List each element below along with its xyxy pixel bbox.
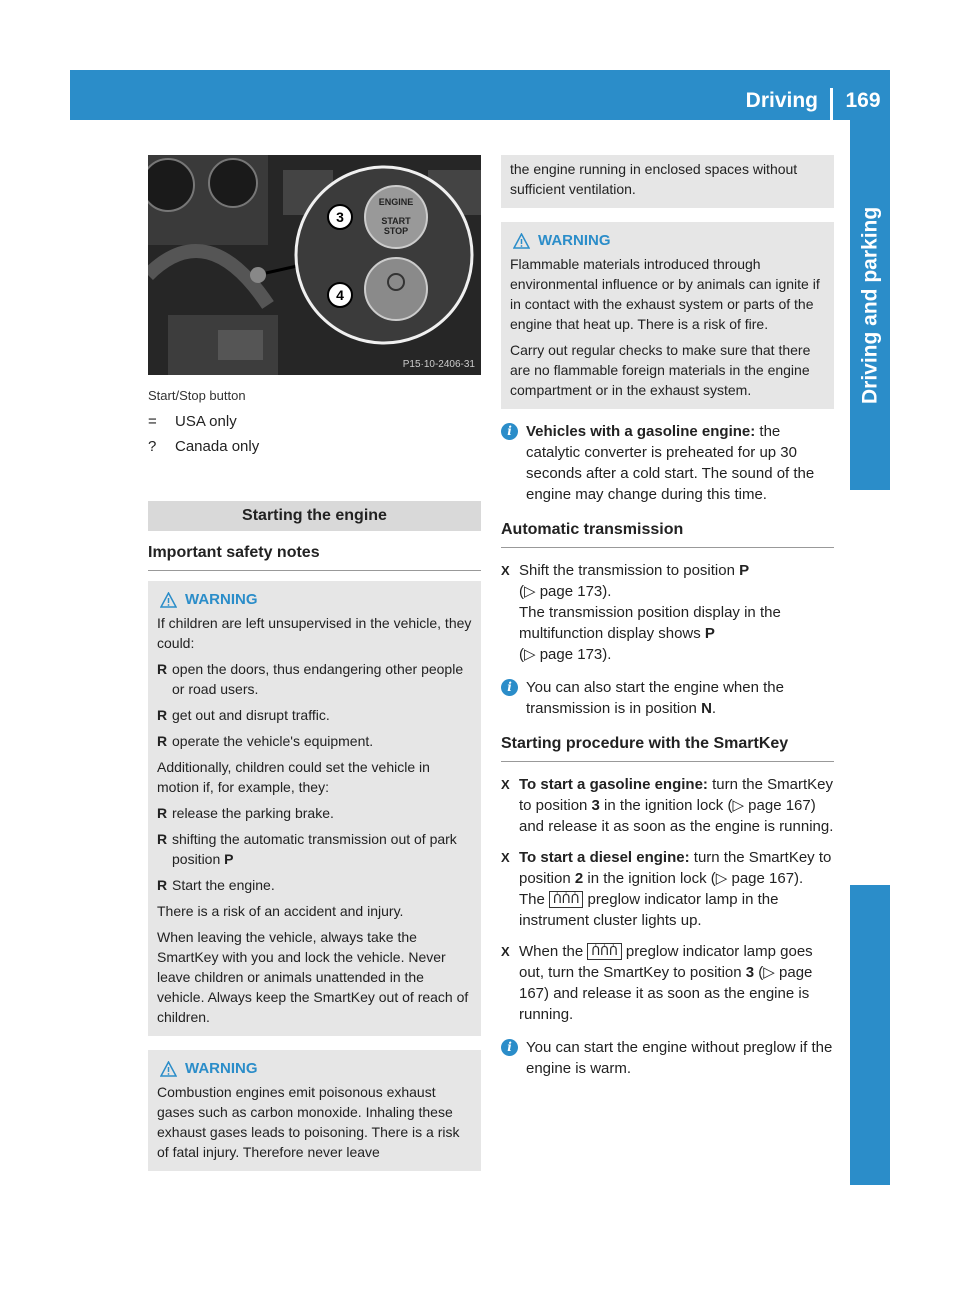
step-arrow-icon: X	[501, 850, 510, 865]
warning-intro: If children are left unsupervised in the vehicle, they could:	[157, 615, 472, 651]
warning-box-children	[148, 581, 481, 1036]
callout-number: ?	[148, 438, 157, 455]
step-arrow-icon: X	[501, 563, 510, 578]
header-separator	[830, 88, 833, 120]
preglow-indicator-icon: ᑏᑏᑏ	[587, 943, 621, 960]
button-label-start: START	[381, 216, 411, 226]
start-stop-photo	[148, 155, 481, 375]
step-arrow-icon: X	[501, 777, 510, 792]
warning-triangle-icon	[513, 233, 530, 249]
figure-caption: Start/Stop button	[148, 388, 246, 403]
bullet-item: R release the parking brake.	[157, 805, 334, 821]
warning-title: WARNING	[510, 231, 826, 251]
bullet-item: R get out and disrupt traffic.	[157, 707, 330, 723]
step-gasoline-start: X To start a gasoline engine: turn the SmartKey to position 3 in the ignition lock (▷ page 167) and release it as soon as the engine is running.	[501, 776, 834, 835]
warning-title: WARNING	[157, 590, 473, 610]
warning-box-flammable	[501, 222, 834, 409]
callout-text: USA only	[175, 413, 237, 430]
button-label-stop: STOP	[383, 226, 409, 236]
info-gasoline: i Vehicles with a gasoline engine: the catalytic converter is preheated for up 30 seconds after a cold start. The sound of the engine may change during this time.	[501, 421, 834, 505]
warning-triangle-icon	[160, 592, 177, 608]
info-icon: i	[501, 423, 518, 440]
chapter-tab	[850, 120, 890, 490]
callout-number: =	[148, 413, 157, 430]
preglow-indicator-icon: ᑏᑏᑏ	[549, 891, 583, 908]
header-title: Driving	[745, 89, 818, 112]
warning-text: Flammable materials introduced through environmental influence or by animals can ignite if in contact with the exhaust system or parts of the engine that heat up. There is a risk of fire.	[510, 256, 820, 332]
warning-text-continued: the engine running in enclosed spaces without sufficient ventilation.	[510, 161, 798, 197]
warning-advice: When leaving the vehicle, always take the SmartKey with you and lock the vehicle. Never leave children or animals unattended in the vehicle. Always keep the SmartKey out of reach of children.	[157, 929, 469, 1025]
page-number: 169	[845, 89, 881, 112]
callout-text: Canada only	[175, 438, 260, 455]
bullet-item: R open the doors, thus endangering other people or road users.	[157, 661, 464, 697]
figure-code: P15·10-2406-31	[402, 359, 475, 370]
heading-automatic-transmission: Automatic transmission	[501, 519, 834, 548]
heading-smartkey: Starting procedure with the SmartKey	[501, 733, 834, 762]
info-icon: i	[501, 679, 518, 696]
section-title: Starting the engine	[148, 501, 481, 531]
step-preglow-out: X When the ᑏᑏᑏ preglow indicator lamp goes out, turn the SmartKey to position 3 (▷ page 167) and release it as soon as the engine is running.	[501, 943, 813, 1023]
side-marker-block	[850, 885, 890, 1185]
marker-3: 3	[336, 209, 344, 225]
page-header	[70, 70, 890, 120]
warning-mid: Additionally, children could set the vehicle in motion if, for example, they:	[157, 759, 430, 795]
bullet-item: R Start the engine.	[157, 877, 275, 893]
dashboard-illustration	[148, 155, 481, 375]
marker-4: 4	[336, 287, 344, 303]
info-icon: i	[501, 1039, 518, 1056]
callout-usa	[148, 411, 481, 432]
callout-canada	[148, 436, 481, 457]
step-shift-to-p: X Shift the transmission to position P (▷ page 173). The transmission position display in the multifunction display shows P (▷ page 173).	[501, 562, 781, 663]
step-diesel-start: X To start a diesel engine: turn the SmartKey to position 2 in the ignition lock (▷ page 167). The ᑏᑏᑏ preglow indicator lamp in the instrument cluster lights up.	[501, 849, 832, 929]
bullet-item: R operate the vehicle's equipment.	[157, 733, 374, 749]
warning-text: Combustion engines emit poisonous exhaust gases such as carbon monoxide. Inhaling these exhaust gases leads to poisoning. There is a risk of fatal injury. Therefore never leave	[157, 1084, 460, 1160]
bullet-item: R shifting the automatic transmission out of park position P	[157, 831, 457, 867]
warning-box-exhaust-continued	[501, 155, 834, 208]
subsection-title: Important safety notes	[148, 542, 481, 571]
info-position-n: i You can also start the engine when the transmission is in position N.	[501, 677, 834, 719]
info-warm-engine: i You can start the engine without preglow if the engine is warm.	[501, 1037, 834, 1079]
right-column	[501, 155, 834, 1079]
warning-triangle-icon	[160, 1061, 177, 1077]
left-column	[148, 155, 481, 1171]
warning-title: WARNING	[157, 1059, 473, 1079]
warning-box-exhaust	[148, 1050, 481, 1171]
warning-risk: There is a risk of an accident and injury.	[157, 903, 404, 919]
warning-advice: Carry out regular checks to make sure that there are no flammable foreign materials in the engine compartment or in the exhaust system.	[510, 342, 811, 398]
chapter-tab-label: Driving and parking	[858, 206, 882, 404]
step-arrow-icon: X	[501, 944, 510, 959]
button-label-engine: ENGINE	[378, 197, 414, 207]
